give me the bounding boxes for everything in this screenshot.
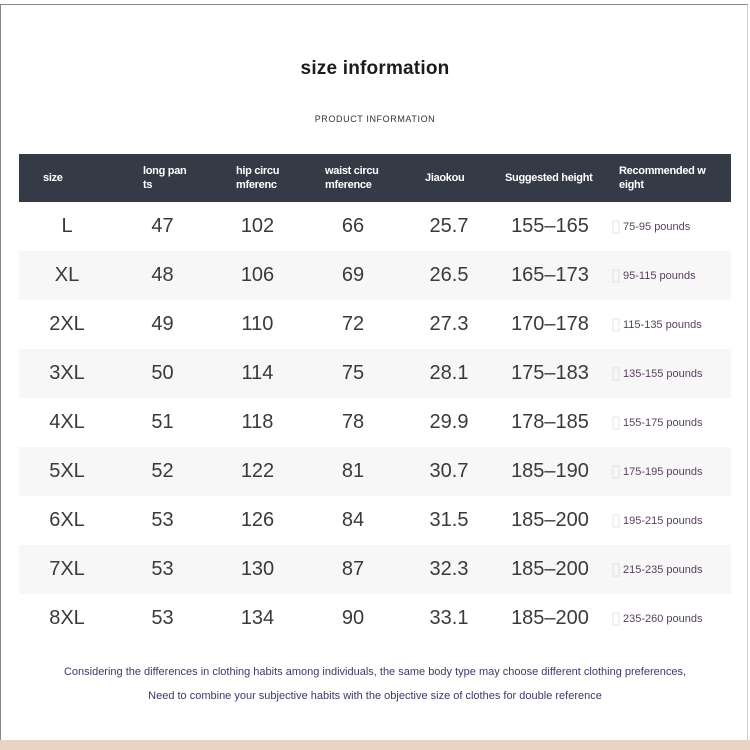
bottom-accent-bar [0, 740, 750, 750]
cell-recommended-weight [603, 270, 731, 282]
cell-hip: 122 [240, 460, 275, 482]
cell-hip: 118 [241, 411, 274, 433]
table-row [19, 398, 731, 447]
cell-jiaokou: 32.3 [429, 558, 469, 580]
cell-recommended-weight [603, 613, 731, 625]
faint-figure-icon [611, 269, 621, 283]
cell-waist: 66 [341, 215, 365, 237]
table-row [19, 202, 731, 251]
cell-jiaokou: 27.3 [429, 313, 469, 335]
cell-recommended-weight [603, 221, 731, 233]
cell-long-pants: 50 [151, 362, 174, 384]
table-row [19, 496, 731, 545]
faint-figure-icon [611, 367, 621, 381]
table-row [19, 251, 731, 300]
cell-size: L [61, 215, 73, 237]
cell-suggested-height: 185–200 [511, 509, 589, 531]
recommended-weight-text: 175-195 pounds [623, 465, 703, 478]
faint-figure-icon [611, 416, 621, 430]
cell-size: 7XL [49, 558, 85, 580]
cell-recommended-weight [603, 417, 731, 429]
cell-suggested-height: 165–173 [511, 264, 589, 286]
recommended-weight-text: 215-235 pounds [623, 563, 703, 576]
faint-figure-icon [611, 514, 621, 528]
notes [0, 660, 750, 708]
cell-long-pants: 49 [151, 313, 174, 335]
faint-figure-icon [611, 465, 621, 479]
cell-suggested-height: 170–178 [511, 313, 589, 335]
header-long-pants: long pan ts [143, 165, 187, 191]
cell-waist: 72 [341, 313, 365, 335]
table-row [19, 349, 731, 398]
faint-figure-icon [611, 318, 621, 332]
cell-recommended-weight [603, 319, 731, 331]
header-waist: waist circu mference [325, 165, 379, 191]
cell-hip: 106 [240, 264, 275, 286]
cell-waist: 84 [341, 509, 365, 531]
table-header [19, 154, 731, 202]
recommended-weight-text: 135-155 pounds [623, 367, 703, 380]
header-hip: hip circu mferenc [236, 165, 280, 191]
cell-hip: 134 [240, 607, 275, 629]
cell-suggested-height: 185–200 [511, 607, 589, 629]
cell-waist: 78 [341, 411, 365, 433]
cell-recommended-weight [603, 515, 731, 527]
note-line: Need to combine your subjective habits with the objective size of clothes for double reference [148, 690, 602, 702]
cell-size: 6XL [49, 509, 85, 531]
cell-hip: 102 [240, 215, 275, 237]
recommended-weight-text: 195-215 pounds [623, 514, 703, 527]
cell-long-pants: 51 [151, 411, 174, 433]
table-body [19, 202, 731, 643]
faint-figure-icon [611, 563, 621, 577]
cell-long-pants: 48 [151, 264, 174, 286]
recommended-weight-text: 75-95 pounds [623, 220, 691, 233]
cell-suggested-height: 185–190 [511, 460, 589, 482]
cell-jiaokou: 26.5 [429, 264, 469, 286]
cell-size: 5XL [49, 460, 85, 482]
cell-hip: 130 [240, 558, 275, 580]
cell-long-pants: 52 [151, 460, 174, 482]
cell-size: XL [54, 264, 80, 286]
cell-jiaokou: 29.9 [429, 411, 469, 433]
cell-jiaokou: 31.5 [429, 509, 469, 531]
page-title: size information [300, 58, 450, 79]
cell-hip: 126 [240, 509, 275, 531]
cell-size: 2XL [49, 313, 85, 335]
cell-waist: 69 [341, 264, 365, 286]
header-size: size [43, 172, 63, 184]
cell-long-pants: 53 [151, 558, 174, 580]
cell-jiaokou: 28.1 [429, 362, 469, 384]
faint-figure-icon [611, 612, 621, 626]
cell-long-pants: 53 [151, 509, 174, 531]
cell-recommended-weight [603, 368, 731, 380]
cell-size: 8XL [49, 607, 85, 629]
cell-hip: 110 [241, 313, 274, 335]
cell-long-pants: 47 [151, 215, 174, 237]
cell-long-pants: 53 [151, 607, 174, 629]
cell-waist: 87 [341, 558, 365, 580]
recommended-weight-text: 235-260 pounds [623, 612, 703, 625]
recommended-weight-text: 115-135 pounds [623, 318, 702, 331]
cell-jiaokou: 33.1 [429, 607, 469, 629]
header-jiaokou: Jiaokou [425, 172, 465, 184]
table-row [19, 594, 731, 643]
header-recommended-weight: Recommended w eight [619, 165, 706, 191]
size-table [19, 154, 731, 643]
cell-waist: 81 [341, 460, 365, 482]
cell-recommended-weight [603, 466, 731, 478]
table-row [19, 300, 731, 349]
cell-suggested-height: 178–185 [511, 411, 589, 433]
cell-suggested-height: 175–183 [511, 362, 589, 384]
cell-waist: 90 [341, 607, 365, 629]
recommended-weight-text: 95-115 pounds [623, 269, 696, 282]
faint-figure-icon [611, 220, 621, 234]
header-suggested-height: Suggested height [505, 172, 593, 184]
cell-waist: 75 [341, 362, 365, 384]
cell-recommended-weight [603, 564, 731, 576]
cell-jiaokou: 30.7 [429, 460, 469, 482]
table-row [19, 545, 731, 594]
recommended-weight-text: 155-175 pounds [623, 416, 703, 429]
cell-hip: 114 [241, 362, 274, 384]
cell-jiaokou: 25.7 [429, 215, 469, 237]
table-row [19, 447, 731, 496]
cell-size: 4XL [49, 411, 85, 433]
page-subtitle: PRODUCT INFORMATION [314, 114, 436, 124]
note-line: Considering the differences in clothing habits among individuals, the same body type may choose different clothing preferences, [63, 666, 687, 678]
cell-suggested-height: 155–165 [511, 215, 589, 237]
cell-size: 3XL [49, 362, 85, 384]
cell-suggested-height: 185–200 [511, 558, 589, 580]
